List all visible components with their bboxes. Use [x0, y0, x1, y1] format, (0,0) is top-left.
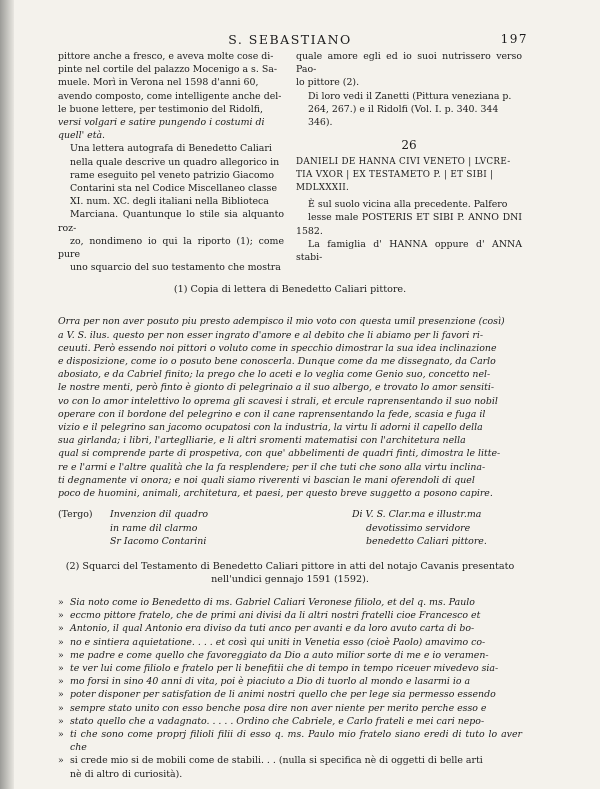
running-head [58, 32, 528, 48]
right-commentary [296, 198, 522, 238]
tergo-address-line: Invenzion dil quadro [110, 509, 208, 521]
inscription-number: 26 [401, 138, 417, 153]
right-line: Di loro vedi il Zanetti (Pittura veneziana p. [308, 90, 512, 102]
quote-mark: » [58, 662, 64, 674]
left-column [58, 50, 284, 274]
quote-mark: » [58, 689, 64, 701]
signature-line: devotissimo servidore [366, 522, 471, 534]
left-line: XI. num. XC. degli italiani nella Biblioteca [70, 196, 269, 208]
letter-line: le nostre menti, però finto è gionto di pelegrinaio a il suo albergo, e trovato lo amor sensiti- [58, 382, 495, 394]
testament-line [58, 768, 522, 781]
letter-line: qual si comprende parte di prospetiva, con que' abbelimenti de quadri finti, dimostra le litte- [58, 448, 501, 460]
running-title: S. SEBASTIANO [228, 32, 352, 47]
testament-line [58, 636, 522, 649]
testament-line [58, 715, 522, 728]
inscription-line: DANIELI DE HANNA CIVI VENETO | LVCRE- [296, 157, 511, 168]
quote-mark: » [58, 649, 64, 661]
testament-text: poter disponer per satisfation de li animi nostri quello che per lege sia permesso essendo [70, 689, 496, 701]
right-line: lesse male POSTERIS ET SIBI P. ANNO DNI 1582. [296, 212, 522, 237]
letter-line: abosiato, e da Cabriel finito; la prego che lo aceti e lo veglia come Genio suo, concetto nel- [58, 369, 491, 381]
left-line: rame eseguito pel veneto patrizio Giacomo [70, 169, 275, 181]
left-line: versi volgari e satire pungendo i costumi di [58, 117, 265, 129]
quote-mark: » [58, 623, 64, 635]
testament-line [58, 662, 522, 675]
inscription-line: TIA VXOR | EX TESTAMETO P. | ET SIBI | [296, 170, 494, 181]
right-line: La famiglia d' HANNA oppure d' ANNA stabi- [296, 238, 522, 264]
footnote-1-heading: (1) Copia di lettera di Benedetto Caliari pittore. [173, 284, 407, 296]
testament-excerpt [58, 596, 522, 781]
letter-line: operare con il bordone del pelegrino e con il cane raprensentando la fede, scasia e fuga il [58, 408, 486, 420]
testament-line [58, 649, 522, 662]
right-line: 346). [308, 117, 333, 129]
footnote-2-heading-line: nell'undici gennajo 1591 (1592). [211, 573, 369, 585]
inscription-line: MDLXXXII. [296, 182, 350, 193]
tergo-address [110, 508, 208, 548]
footnote-2-heading-line: (2) Squarci del Testamento di Benedetto Caliari pittore in atti del notajo Cavanis presentato [65, 560, 515, 572]
letter-line: poco de huomini, animali, architetura, et paesi, per questo breve suggetto a posono capire. [58, 488, 493, 500]
letter-line: ceuuti. Però essendo noi pittori o voluto come in specchio dimostrar la sua idea inclinazione [58, 342, 497, 354]
quote-mark: » [58, 715, 64, 727]
letter-line: sua girlanda; i libri, l'arteglliarie, e li altri sromenti matematisi con l'architetura nella [58, 435, 466, 447]
testament-text: sempre stato unito con esso benche posa dire non aver niente per merito perche esso e [70, 702, 487, 714]
letter-line: re e l'armi e l'altre qualità che la fa resplendere; per il che tuti che sono alla virtu inclina- [58, 461, 486, 473]
quote-mark: » [58, 676, 64, 688]
testament-text: stato quello che a vadagnato. . . . . Ordino che Cabriele, e Carlo frateli e mei cari nepo- [70, 715, 485, 727]
scan-edge-shadow [0, 0, 14, 789]
testament-line [58, 622, 522, 635]
right-line: quale amore egli ed io suoi nutrissero verso Pao- [296, 51, 522, 76]
left-paragraph-1 [58, 50, 284, 142]
right-line: È sul suolo vicina alla precedente. Palfero [308, 199, 508, 211]
left-line: quell' età. [58, 130, 106, 142]
right-column [296, 50, 522, 274]
left-line: Contarini sta nel Codice Miscellaneo classe [70, 183, 278, 195]
quote-mark: » [58, 636, 64, 648]
right-line: 264, 267.) e il Ridolfi (Vol. I. p. 340. 344 [308, 103, 499, 115]
left-line: Marciana. Quantunque lo stile sia alquanto roz- [58, 209, 284, 234]
left-line: muele. Morì in Verona nel 1598 d'anni 60, [58, 77, 259, 89]
letter-line: e disposizione, come io o posuto bene conoscerla. Dunque come da me dissegnato, da Carlo [58, 356, 496, 368]
right-line: lo pittore (2). [296, 77, 360, 89]
footnote-2-heading [58, 560, 522, 586]
testament-text: nè di altro di curiosità). [70, 768, 183, 780]
left-line: Una lettera autografa di Benedetto Caliari [70, 143, 272, 155]
quote-mark: » [58, 728, 64, 740]
letter-signature [352, 508, 522, 548]
letter-line: vizio e il pelegrino san jacomo ocupatosi con la industria, la virtu li adorni il capello della [58, 422, 483, 434]
signature-line: Di V. S. Clar.ma e illustr.ma [352, 509, 482, 521]
inscription-text [296, 156, 522, 194]
testament-text: mo forsi in sino 40 anni di vita, poi è piaciuto a Dio di tuorlo al mondo e lasarmi io a [70, 676, 471, 688]
left-line: pinte nel cortile del palazzo Mocenigo a s. Sa- [58, 64, 277, 76]
left-line: avendo composto, come intelligente anche del- [58, 90, 282, 102]
letter-tergo [58, 508, 522, 548]
quote-mark: » [58, 755, 64, 767]
left-line: le buone lettere, per testimonio del Ridolfi, [58, 103, 263, 115]
footnote-1-letter [58, 315, 522, 500]
letter-line: Orra per non aver posuto piu presto adempisco il mio voto con questa umil presenzione (così) [58, 316, 505, 328]
tergo-address-block [58, 508, 208, 548]
testament-text: me padre e come quello che favoreggiato da Dio a auto milior sorte di me e io veramen- [70, 649, 489, 661]
testament-text: si crede mio si de mobili come de stabili. . . (nulla si specifica nè di oggetti di belle arti [70, 755, 483, 767]
letter-line: a V. S. ilus. questo per non esser ingrato d'amore e al debito che li abiamo per li favori ri- [58, 329, 484, 341]
right-intro [296, 50, 522, 90]
testament-line [58, 702, 522, 715]
testament-text: Sia noto come io Benedetto di ms. Gabriel Caliari Veronese filiolo, et del q. ms. Paulo [70, 596, 475, 608]
left-line: pittore anche a fresco, e aveva molte cose di- [58, 51, 274, 62]
quote-mark: » [58, 702, 64, 714]
testament-text: te ver lui come filiolo e fratelo per li benefitii che di tempo in tempo riceuer mivedevo sia- [70, 662, 499, 674]
testament-text: eccmo pittore fratelo, che de primi ani divisi da li altri nostri fratelli cioe Francesco et [70, 610, 481, 622]
left-paragraph-2 [58, 142, 284, 274]
left-line: nella quale descrive un quadro allegorico in [70, 156, 280, 168]
quote-mark: » [58, 596, 64, 608]
tergo-address-line: in rame dil clarmo [110, 522, 198, 534]
left-line: uno squarcio del suo testamento che mostra [70, 262, 281, 274]
signature-line: benedetto Caliari pittore. [366, 535, 487, 547]
right-family-note [296, 238, 522, 264]
two-column-body [58, 50, 522, 274]
right-reference [296, 90, 522, 130]
tergo-label: (Tergo) [58, 509, 93, 521]
testament-line [58, 596, 522, 609]
testament-line [58, 754, 522, 767]
testament-line [58, 675, 522, 688]
testament-line [58, 609, 522, 622]
quote-mark [58, 768, 70, 781]
quote-mark: » [58, 610, 64, 622]
testament-text: no e sintiera aquietatione. . . . et così qui uniti in Venetia esso (cioè Paolo) amavimo co- [70, 636, 486, 648]
testament-text: Antonio, il qual Antonio era diviso da tuti anco per avanti e da loro avuto carta di bo- [70, 623, 475, 635]
testament-text: ti che sono come proprj filioli filii di esso q. ms. Paulo mio fratelo siano eredi di tuto lo aver che [70, 728, 522, 754]
testament-line [58, 688, 522, 701]
left-line: zo, nondimeno io qui la riporto (1); come pure [58, 235, 284, 261]
page-number: 197 [500, 32, 528, 46]
letter-line: vo con lo amor intelettivo lo oprema gli scavesi i strali, et ercule raprensentando il suo nobil [58, 395, 498, 407]
tergo-address-line: Sr Iacomo Contarini [110, 535, 207, 547]
testament-line [58, 728, 522, 754]
letter-line: ti degnamente vi onora; e noi quali siamo riverenti vi bascian le mani oferendoli di quel [58, 474, 475, 486]
